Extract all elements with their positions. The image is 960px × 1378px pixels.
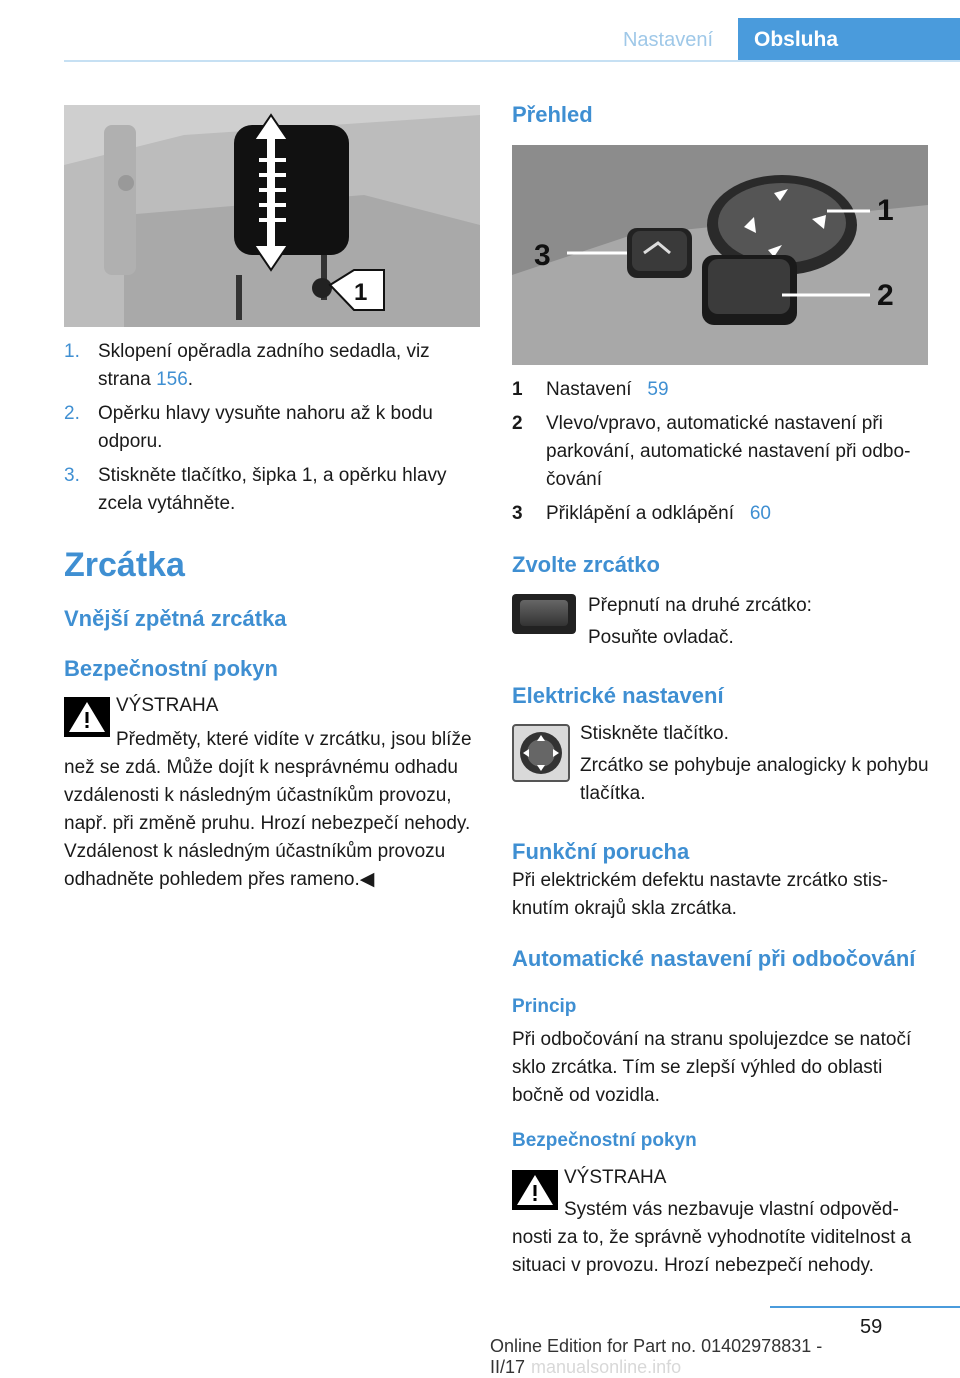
warning-text-right: Systém vás nezbavuje vlastní odpovědnosti za to, že správně vyhodnotíte viditelnost a situaci v provozu. Hrozí nebezpečí nehody. [512, 1199, 912, 1276]
electric-line-1: Stiskněte tlačítko. [580, 723, 729, 744]
step-text: Stiskněte tlačítko, šipka 1, a opěrku hlavy zcela vytáhněte. [98, 465, 447, 514]
page-link-156[interactable]: 156 [156, 369, 188, 390]
step-number: 3. [64, 465, 80, 486]
select-mirror-title: Zvolte zrcátko [512, 552, 660, 577]
step-3 [64, 462, 480, 518]
headrest-callout-1: 1 [354, 279, 368, 306]
safety-title-left: Bezpečnostní pokyn [64, 656, 278, 681]
tab-nastaveni[interactable]: Nastavení [622, 28, 714, 51]
header-divider [64, 60, 960, 62]
legend-item-3: 3 Přiklápění a odklápění 60 [512, 503, 771, 524]
step-text: Opěrku hlavy vysuňte nahoru až k bodu odporu. [98, 403, 433, 452]
overview-title: Přehled [512, 102, 593, 127]
principle-title: Princip [512, 996, 577, 1017]
headrest-illustration [64, 105, 480, 327]
step-2 [64, 400, 480, 456]
select-line-1: Přepnutí na druhé zrcátko: [588, 595, 812, 616]
footer-divider [770, 1306, 960, 1308]
mirror-adjust-button-icon [512, 724, 570, 782]
page-link-59[interactable]: 59 [647, 379, 669, 400]
malfunction-title: Funkční porucha [512, 839, 690, 864]
edition-line: Online Edition for Part no. 01402978831 - II/17 manualsonline.info [490, 1336, 823, 1377]
mirror-controls-illustration [512, 145, 928, 365]
electric-line-2: Zrcátko se pohybuje analogicky k pohybu tlačítka. [580, 755, 929, 804]
step-number: 2. [64, 403, 80, 424]
auto-adjust-title: Automatické nastavení při odbočování [512, 946, 916, 971]
legend-item-2: 2 Vlevo/vpravo, automatické nastavení při parkování, automatické nastavení při odbočování [512, 413, 911, 490]
callout-3: 3 [534, 239, 551, 272]
principle-text: Při odbočování na stranu spolujezdce se natočí sklo zrcátka. Tím se zlepší výhled do oblasti bočně od vozidla. [512, 1029, 912, 1106]
warning-label-left: VÝSTRAHA [116, 695, 219, 716]
legend-list [512, 376, 932, 528]
callout-1: 1 [877, 194, 894, 227]
page-number: 59 [860, 1316, 883, 1338]
subsection-title: Vnější zpětná zrcátka [64, 606, 287, 631]
safety-title-right: Bezpečnostní pokyn [512, 1130, 697, 1151]
step-number: 1. [64, 341, 80, 362]
select-line-2: Posuňte ovladač. [588, 627, 734, 648]
steps-list [64, 338, 480, 518]
callout-2: 2 [877, 279, 894, 312]
warning-text-left: Předměty, které vidíte v zrcátku, jsou blíže než se zdá. Může dojít k nesprávnému odhadu vzdálenosti k následným účastníkům provozu, např. při změně pruhu. Hrozí nebezpečí nehody. Vzdálenost k následným účastníkům provozu odhadněte pohledem přes rameno.◀ [64, 729, 472, 890]
step-text: Sklopení opěradla zadního sedadla, viz strana 156. [98, 341, 430, 390]
warning-label-right: VÝSTRAHA [564, 1167, 667, 1188]
malfunction-text: Při elektrickém defektu nastavte zrcátko stisknutím okrajů skla zrcátka. [512, 870, 888, 919]
section-title-zrcatka: Zrcátka [64, 546, 185, 584]
mirror-switch-icon [512, 594, 576, 634]
tab-obsluha[interactable]: Obsluha [738, 18, 960, 62]
watermark: manualsonline.info [531, 1357, 682, 1377]
step-1 [64, 338, 480, 394]
electric-title: Elektrické nastavení [512, 683, 724, 708]
legend-item-1: 1 Nastavení 59 [512, 379, 669, 400]
page-link-60[interactable]: 60 [749, 503, 771, 524]
